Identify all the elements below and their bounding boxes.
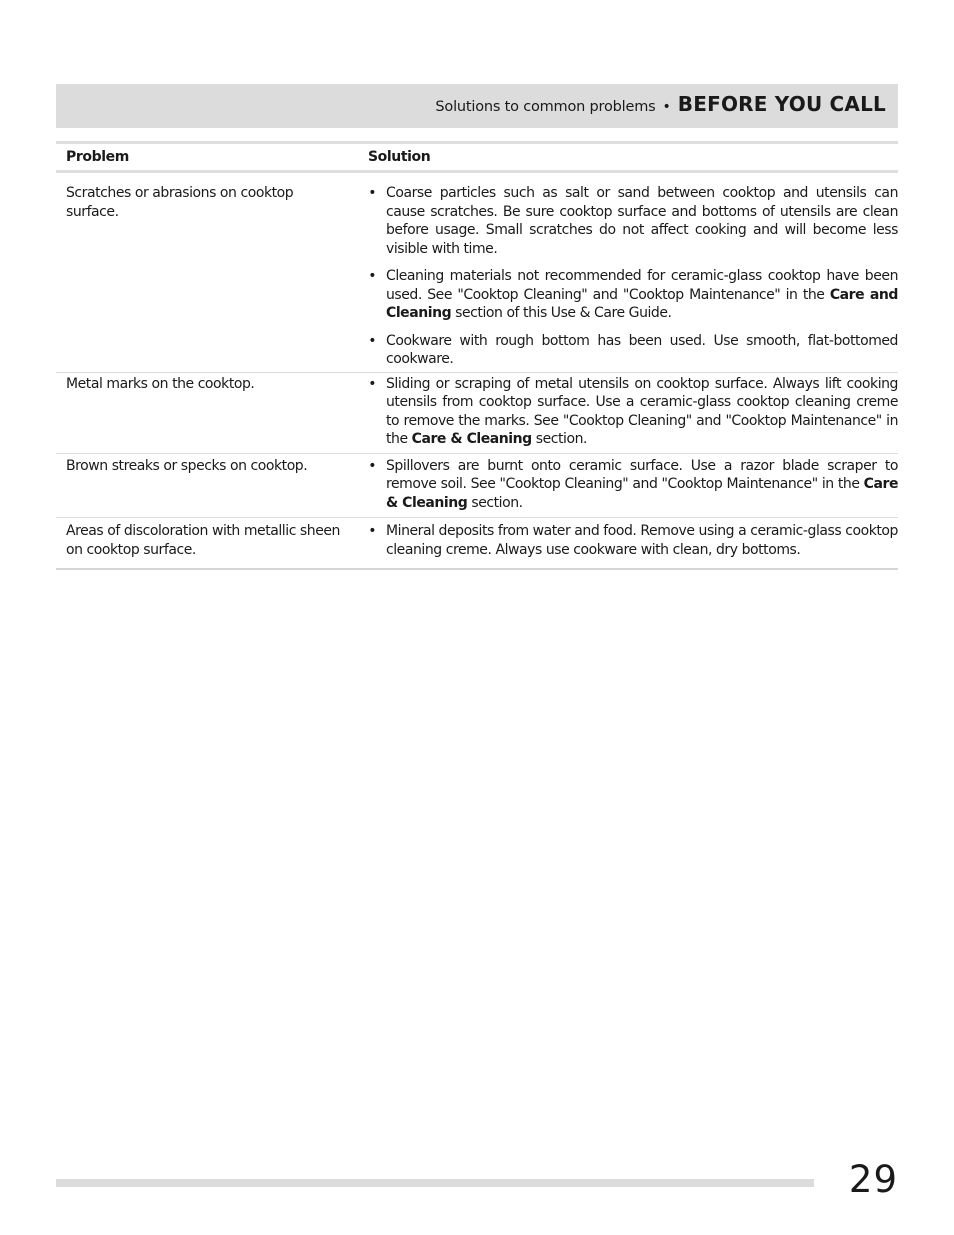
bold-reference: Care & Cleaning bbox=[386, 476, 898, 511]
table-row bbox=[56, 173, 898, 373]
header-band bbox=[56, 84, 898, 128]
table-row bbox=[56, 454, 898, 519]
header-text bbox=[435, 92, 886, 116]
solution-item bbox=[358, 522, 898, 559]
bullet-icon: • bbox=[368, 523, 376, 539]
problem-cell: Metal marks on the cooktop. bbox=[66, 375, 255, 392]
problem-cell: Scratches or abrasions on cooktop surface. bbox=[66, 185, 294, 220]
table-row bbox=[56, 518, 898, 570]
bullet-icon: • bbox=[368, 375, 376, 392]
problem-cell: Brown streaks or specks on cooktop. bbox=[66, 457, 308, 474]
solution-item bbox=[358, 184, 898, 258]
solution-text: Sliding or scraping of metal utensils on cooktop surface. Always lift cooking utensils from cooktop surface. Use a ceramic-glass cooktop cleaning creme to remove the marks. See "Cooktop Cleaning" and "Cooktop Maintenance" in the Care & Cleaning section. bbox=[386, 375, 898, 447]
bullet-icon: • bbox=[368, 457, 376, 474]
problem-cell: Areas of discoloration with metallic sheen on cooktop surface. bbox=[66, 523, 340, 558]
page-number: 29 bbox=[848, 1158, 898, 1201]
bullet-icon: • bbox=[368, 332, 376, 349]
column-header-solution: Solution bbox=[368, 149, 431, 165]
bold-reference: Care and Cleaning bbox=[386, 286, 898, 321]
solution-item bbox=[358, 267, 898, 323]
table-row bbox=[56, 373, 898, 454]
bullet-icon: • bbox=[368, 268, 376, 284]
solution-text: Spillovers are burnt onto ceramic surface. Use a razor blade scraper to remove soil. See "Cooktop Cleaning" and "Cooktop Maintenance" in the Care & Cleaning section. bbox=[386, 457, 898, 511]
solution-text: Coarse particles such as salt or sand between cooktop and utensils can cause scratches. Be sure cooktop surface and bottoms of utensils are clean before usage. Small scratches do not affect cooking and will become less visible with time. bbox=[386, 185, 898, 257]
solution-text: Cleaning materials not recommended for ceramic-glass cooktop have been used. See "Cooktop Cleaning" and "Cooktop Maintenance" in the Care and Cleaning section of this Use & Care Guide. bbox=[386, 268, 898, 321]
bullet-icon: • bbox=[368, 185, 376, 201]
footer-bar bbox=[56, 1179, 814, 1187]
solution-cell bbox=[358, 522, 898, 559]
solution-cell bbox=[358, 184, 898, 369]
column-header-problem: Problem bbox=[66, 149, 129, 165]
solution-item bbox=[358, 332, 898, 369]
solution-item bbox=[358, 457, 898, 513]
solution-item bbox=[358, 375, 898, 449]
header-title: BEFORE YOU CALL bbox=[677, 92, 886, 116]
solution-cell bbox=[358, 375, 898, 449]
header-separator: • bbox=[662, 99, 671, 115]
solution-text: Cookware with rough bottom has been used. Use smooth, flat-bottomed cookware. bbox=[386, 332, 898, 367]
table-header-row bbox=[56, 141, 898, 173]
troubleshooting-table bbox=[56, 141, 898, 570]
bold-reference: Care & Cleaning bbox=[411, 431, 532, 447]
solution-cell bbox=[358, 457, 898, 513]
solution-text: Mineral deposits from water and food. Remove using a ceramic-glass cooktop cleaning creme. Always use cookware with clean, dry bottoms. bbox=[386, 523, 898, 558]
header-subtitle: Solutions to common problems bbox=[435, 99, 656, 115]
